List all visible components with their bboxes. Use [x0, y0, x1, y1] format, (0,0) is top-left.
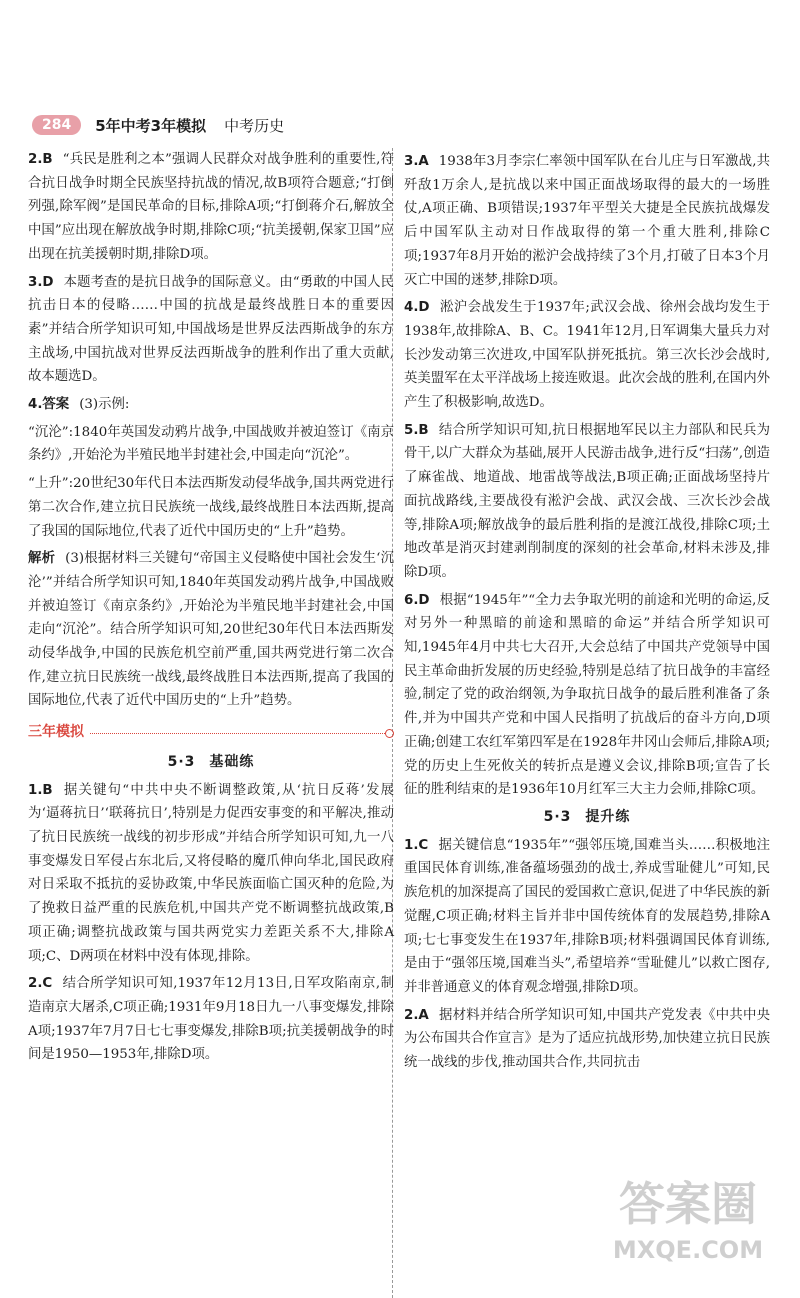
section-dot-icon: [385, 729, 394, 738]
answer-label: 2.A: [404, 1007, 429, 1023]
answer-item: [404, 150, 770, 292]
watermark-text: 答案圈: [619, 1177, 757, 1231]
subsection-number: 5·3: [543, 808, 572, 825]
page-header: [32, 112, 284, 138]
answer-label: 1.B: [28, 782, 53, 798]
section-header: [28, 721, 394, 745]
answer-item: [404, 296, 770, 415]
watermark-url: MXQE.COM: [612, 1236, 764, 1264]
answer-item: [28, 148, 394, 267]
answer-text: “兵民是胜利之本”强调人民群众对战争胜利的重要性,符合抗日战争时期全民族坚持抗战的情况,故B项符合题意;“打倒列强,除军阀”是国民革命的目标,排除A项;“打倒蒋介石,解放全中国”应出现在解放战争时期,排除C项;“抗美援朝,保家卫国”应出现在抗美援朝时期,排除D项。: [28, 152, 394, 262]
answer-paragraph: “沉沦”:1840年英国发动鸦片战争,中国战败并被迫签订《南京条约》,开始沦为半殖民地半封建社会,中国走向“沉沦”。: [28, 424, 394, 464]
answer-label: 2.C: [28, 976, 53, 992]
answer-text: 结合所学知识可知,1937年12月13日,日军攻陷南京,制造南京大屠杀,C项正确;1931年9月18日九一八事变爆发,排除A项;1937年7月7日七七事变爆发,排除B项;抗美援朝战争的时间是1950—1953年,排除D项。: [28, 976, 394, 1063]
answer-label: 4.答案: [28, 397, 70, 413]
analysis-label: 解析: [28, 551, 56, 567]
answer-label: 3.D: [28, 274, 54, 290]
answer-label: 2.B: [28, 152, 53, 167]
answer-text: 据关键句“中共中央不断调整政策,从‘抗日反蒋’发展为‘逼蒋抗日’‘联蒋抗日’,特别是力促西安事变的和平解决,推动了抗日民族统一战线的初步形成”并结合所学知识可知,九一八事变爆发日军侵占东北后,又将侵略的魔爪伸向华北,国民政府对日采取不抵抗的妥协政策,中华民族面临亡国灭种的危险,为了挽救日益严重的民族危机,中国共产党不断调整抗战政策,B项正确;调整抗战政策与国共两党实力差距关系不大,排除A项;C、D两项在材料中没有体现,排除。: [28, 782, 394, 964]
answer-text: 本题考查的是抗日战争的国际意义。由“勇敢的中国人民抗击日本的侵略……中国的抗战是最终战胜日本的重要因素”并结合所学知识可知,中国战场是世界反法西斯战争的东方主战场,中国抗战对世界反法西斯战争的胜利作出了重大贡献,故本题选D。: [28, 274, 394, 385]
answer-text: 据材料并结合所学知识可知,中国共产党发表《中共中央为公布国共合作宣言》是为了适应抗战形势,加快建立抗日民族统一战线的步伐,推动国共合作,共同抗击: [404, 1007, 770, 1071]
answer-label: 6.D: [404, 592, 430, 608]
subsection-heading: [28, 751, 394, 775]
answer-item: [28, 779, 394, 969]
answer-item: [28, 271, 394, 390]
answer-label: 5.B: [404, 422, 429, 438]
answer-text: 淞沪会战发生于1937年;武汉会战、徐州会战均发生于1938年,故排除A、B、C。1941年12月,日军调集大量兵力对长沙发动第三次进攻,中国军队拼死抵抗。第三次长沙会战时,英美盟军在太平洋战场上接连败退。此次会战的胜利,在国内外产生了积极影响,故选D。: [404, 300, 770, 411]
answer-text: 根据“1945年”“全力去争取光明的前途和光明的命运,反对另外一种黑暗的前途和黑暗的命运”并结合所学知识可知,1945年4月中共七大召开,大会总结了中国共产党领导中国民主革命曲折发展的历史经验,特别是总结了抗日战争的丰富经验,制定了党的政治纲领,为争取抗日战争的最后胜利准备了条件,并为中国共产党和中国人民指明了抗战后的奋斗方向,D项正确;创建工农红军第四军是在1928年井冈山会师后,排除A项;党的历史上生死攸关的转折点是遵义会议,排除B项;宣告了长征的胜利结束的是1936年10月红军三大主力会师,排除C项。: [404, 592, 770, 798]
subsection-title: 提升练: [585, 808, 631, 825]
answer-item: [404, 589, 770, 802]
answer-label: 4.D: [404, 300, 430, 316]
left-column: [28, 148, 394, 1071]
watermark-logo: [598, 1158, 778, 1270]
answer-label: 3.A: [404, 154, 429, 169]
page-number: 284: [32, 115, 81, 135]
answer-text: 结合所学知识可知,抗日根据地军民以主力部队和民兵为骨干,以广大群众为基础,展开人民游击战争,进行反“扫荡”,创造了麻雀战、地道战、地雷战等战法,B项正确;正面战场坚持片面抗战路线,主要战役有淞沪会战、武汉会战、三次长沙会战等,排除A项;解放战争的最后胜利指的是渡江战役,排除C项;土地改革是消灭封建剥削制度的深刻的社会革命,材料未涉及,排除D项。: [404, 422, 770, 580]
subsection-number: 5·3: [167, 753, 196, 770]
answer-item: [28, 393, 394, 417]
answer-item: [404, 1004, 770, 1075]
right-column: [404, 150, 770, 1079]
answer-label: 1.C: [404, 837, 429, 853]
answer-item: [28, 972, 394, 1067]
section-rule: [90, 733, 385, 734]
subsection-heading: [404, 806, 770, 830]
answer-item: [404, 419, 770, 585]
answer-paragraph: “上升”:20世纪30年代日本法西斯发动侵华战争,国共两党进行第二次合作,建立抗日民族统一战线,最终战胜日本法西斯,提高了我国的国际地位,代表了近代中国历史的“上升”趋势。: [28, 476, 394, 539]
section-title: 三年模拟: [28, 724, 84, 741]
answer-text: 1938年3月李宗仁率领中国军队在台儿庄与日军激战,共歼敌1万余人,是抗战以来中国正面战场取得的最大的一场胜仗,A项正确、B项错误;1937年平型关大捷是全民族抗战爆发后中国军队主动对日作战取得的第一个重大胜利,排除C项;1937年8月开始的淞沪会战持续了3个月,打破了日本3个月灭亡中国的迷梦,排除D项。: [404, 154, 770, 288]
answer-text: 据关键信息“1935年”“强邻压境,国难当头……积极地注重国民体育训练,准备蕴场强劲的战士,养成雪耻健儿”可知,民族危机的加深提高了国民的爱国救亡意识,促进了中华民族的新觉醒,C项正确;材料主旨并非中国传统体育的发展趋势,排除A项;七七事变发生在1937年,排除B项;材料强调国民体育训练,是由于“强邻压境,国难当头”,希望培养“雪耻健儿”以救亡图存,并非普通意义的体育观念增强,排除D项。: [404, 837, 770, 995]
analysis-text: (3)根据材料三关键句“帝国主义侵略使中国社会发生‘沉沦’”并结合所学知识可知,1840年英国发动鸦片战争,中国战败并被迫签订《南京条约》,开始沦为半殖民地半封建社会,中国走向“沉沦”。结合所学知识可知,20世纪30年代日本法西斯发动侵华战争,中国的民族危机空前严重,国共两党进行第二次合作,建立抗日民族统一战线,最终战胜日本法西斯,提高了我国的国际地位,代表了近代中国历史的“上升”趋势。: [28, 551, 394, 709]
answer-text: (3)示例:: [79, 397, 130, 413]
book-brand: 5年中考3年模拟: [95, 116, 207, 135]
answer-item: [404, 834, 770, 1000]
book-subject: 中考历史: [224, 116, 285, 135]
analysis-item: [28, 547, 394, 713]
subsection-title: 基础练: [209, 753, 255, 770]
